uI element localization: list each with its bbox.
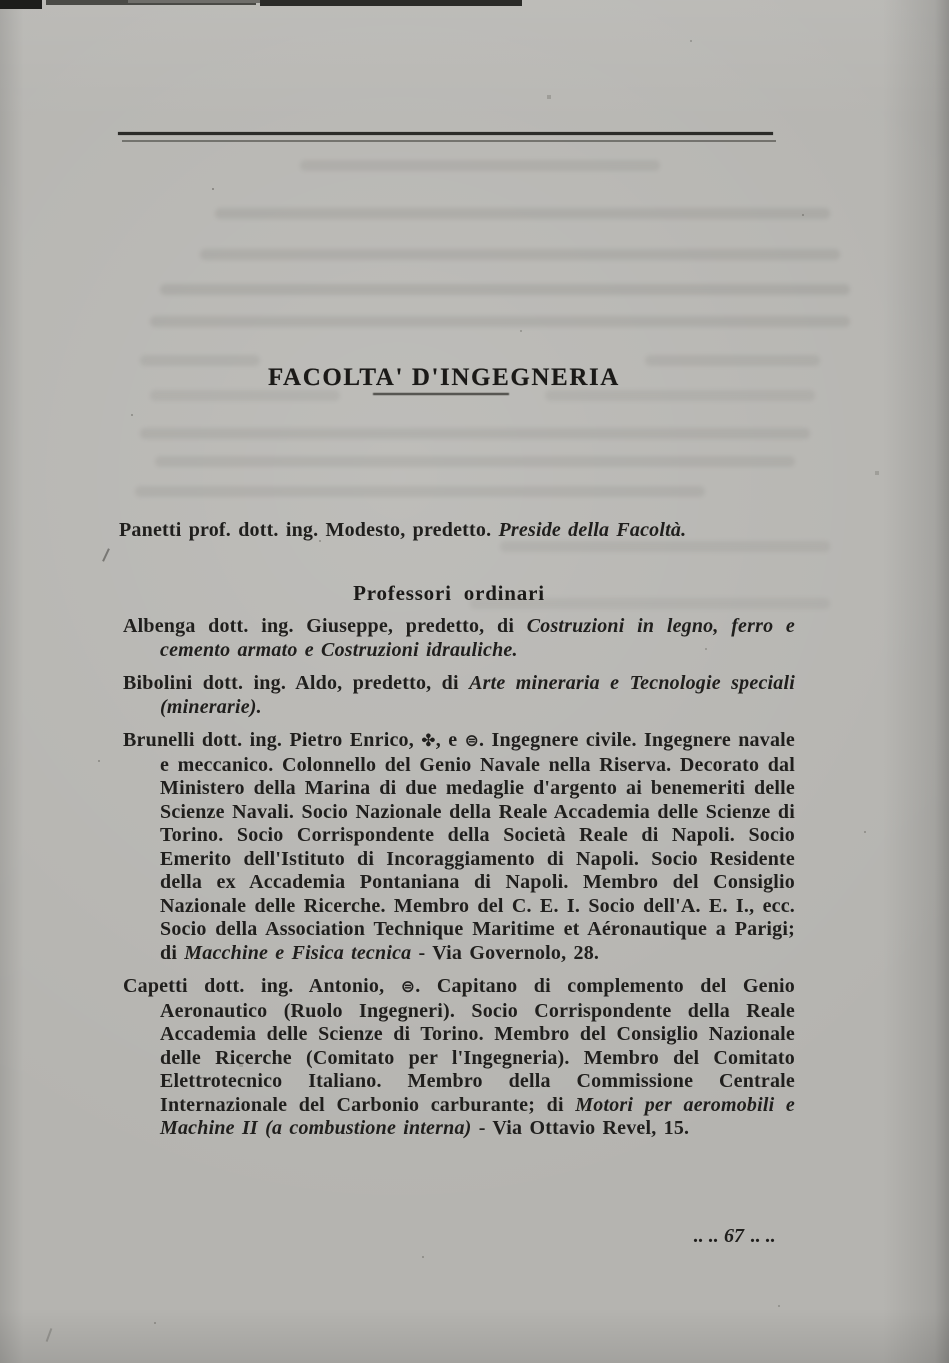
paper-speckles: [0, 0, 2, 2]
entry-text: . Ingegnere civile. Ingegnere navale e meccanico. Colonnello del Genio Navale nella Riserva. Decorato dal Ministero della Marina di due medaglie d'argento ai benemeriti delle Scienze Navali. Socio Nazionale della Reale Accademia delle Scienze di Torino. Socio Corrispondente della Società Reale di Napoli. Socio Emerito dell'Istituto di Incoraggiamento di Napoli. Socio Residente della ex Accademia Pontaniana di Napoli. Membro del Consiglio Nazionale delle Ricerche. Membro del C. E. I. Socio dell'A. E. I., ecc. Socio della Association Technique Maritime et Aéronautique a Parigi; di: [160, 729, 795, 964]
bleedthrough-line: [155, 456, 795, 467]
scan-artifact: [46, 1328, 53, 1342]
dean-role-text: Preside della Facoltà.: [498, 519, 687, 541]
entry-text: Arte mineraria e Tecnologie speciali (minerarie).: [160, 672, 795, 718]
entry-text: - Via Ottavio Revel, 15.: [471, 1117, 690, 1139]
section-heading: Professori ordinari: [353, 581, 545, 606]
professor-entry: [123, 615, 795, 662]
decoration-icon: ⊜: [400, 977, 416, 997]
entry-text: , e: [435, 729, 465, 751]
entry-text: - Via Governolo, 28.: [411, 941, 600, 964]
bleedthrough-line: [215, 208, 830, 219]
professor-list: [123, 615, 795, 1151]
page-number: [640, 1225, 775, 1248]
bleedthrough-line: [500, 541, 830, 552]
entry-text: Costruzioni in legno, ferro e cemento armato e Costruzioni idrauliche.: [160, 615, 796, 661]
decoration-icon: ✤: [421, 731, 436, 751]
bleedthrough-line: [140, 428, 810, 439]
decoration-icon: ⊜: [464, 731, 480, 751]
entry-text: Motori per aeromobili e Machine II (a combustione interna): [160, 1093, 795, 1139]
scan-artifact: [0, 0, 42, 9]
bleedthrough-line: [160, 284, 850, 295]
entry-text: Brunelli dott. ing. Pietro Enrico,: [123, 729, 422, 751]
top-double-rule-thin: [122, 140, 776, 142]
dean-name-text: Panetti prof. dott. ing. Modesto, predetto.: [119, 519, 499, 541]
bleedthrough-line: [200, 249, 840, 260]
scan-artifact: [128, 0, 260, 3]
entry-text: Capetti dott. ing. Antonio,: [123, 975, 401, 997]
page-number-suffix: .. ..: [750, 1225, 775, 1247]
bleedthrough-line: [300, 160, 660, 171]
entry-text: Albenga dott. ing. Giuseppe, predetto, di: [123, 615, 527, 637]
scan-artifact: [260, 0, 522, 6]
professor-entry: [123, 975, 795, 1141]
page-number-prefix: .. ..: [693, 1225, 718, 1247]
page-number-value: 67: [724, 1225, 744, 1247]
scan-artifact: [102, 548, 110, 562]
professor-entry: [123, 729, 795, 965]
entry-text: Macchine e Fisica tecnica: [184, 941, 412, 964]
professor-entry: [123, 672, 795, 719]
entry-text: Bibolini dott. ing. Aldo, predetto, di: [123, 672, 470, 694]
top-double-rule-thick: [118, 132, 773, 135]
entry-text: . Capitano di complemento del Genio Aeronautico (Ruolo Ingegneri). Socio Corrispondente della Reale Accademia delle Scienze di Torino. Membro del Consiglio Nazionale delle Ricerche (Comitato per l'Ingegneria). Membro del Comitato Elettrotecnico Italiano. Membro della Commissione Centrale Internazionale del Carbonio carburante; di: [160, 975, 795, 1116]
title-divider-rule: [373, 393, 509, 395]
page-title: FACOLTA' D'INGEGNERIA: [268, 363, 620, 391]
dean-line: [119, 519, 779, 542]
bleedthrough-line: [150, 316, 850, 327]
bleedthrough-line: [135, 486, 705, 497]
